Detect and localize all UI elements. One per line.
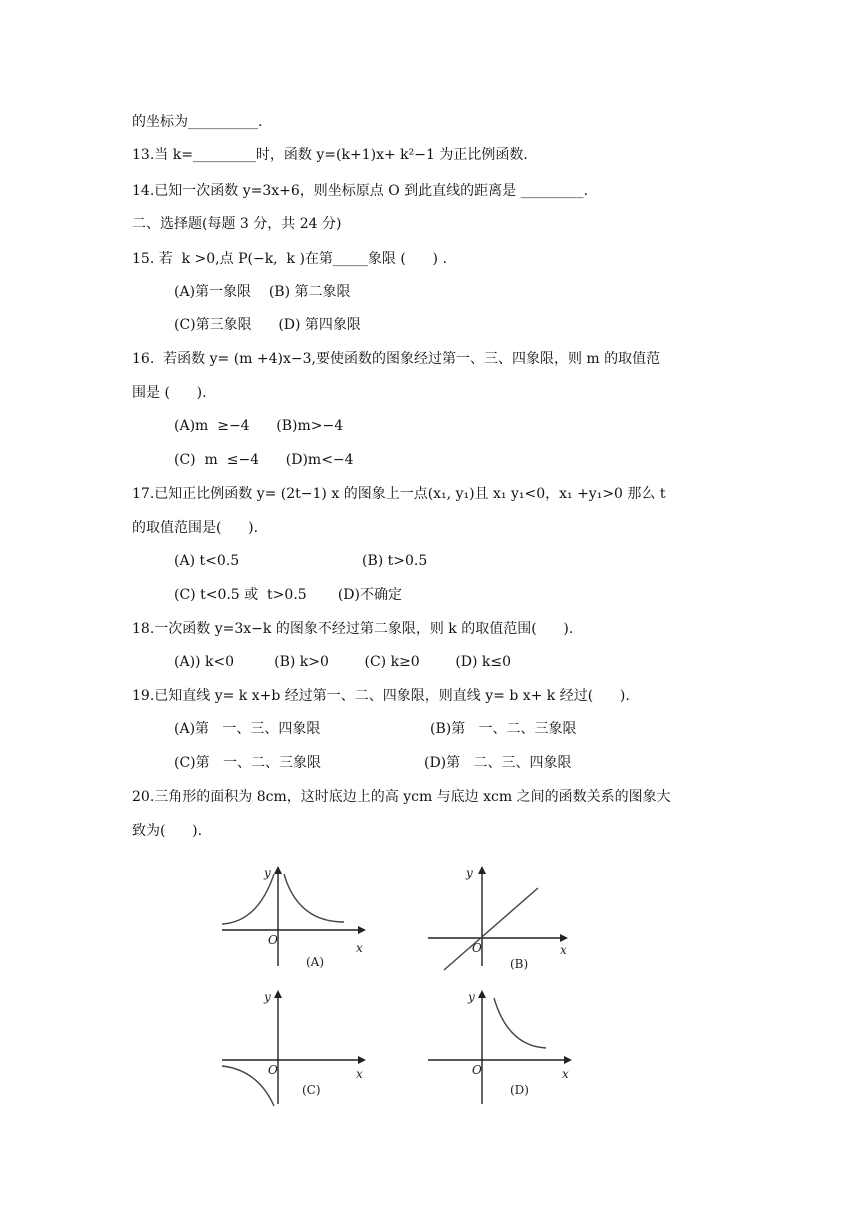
- graph-b: [424, 862, 574, 972]
- y-axis-arrow: [274, 990, 282, 998]
- x-label: x: [560, 943, 567, 957]
- origin-label: O: [268, 933, 278, 947]
- y-label: y: [264, 990, 271, 1004]
- x-axis-arrow: [358, 926, 366, 934]
- question-17-option-b: (B) t>0.5: [362, 553, 428, 569]
- text-line-prev-blank: 的坐标为__________.: [132, 114, 263, 130]
- question-20-line2: 致为( ).: [132, 823, 203, 839]
- y-label: y: [468, 990, 475, 1004]
- x-axis-arrow: [358, 1056, 366, 1064]
- question-14: 14.已知一次函数 y=3x+6，则坐标原点 O 到此直线的距离是 _________.: [132, 183, 589, 199]
- caption-a: (A): [306, 955, 325, 969]
- question-17-line2: 的取值范围是( ).: [132, 520, 259, 536]
- question-19-option-a: (A)第 一、三、四象限: [174, 721, 321, 737]
- question-15-options-cd: (C)第三象限 (D) 第四象限: [174, 317, 361, 333]
- caption-b: (B): [510, 957, 529, 971]
- question-17-options-cd: (C) t<0.5 或 t>0.5 (D)不确定: [174, 587, 402, 603]
- origin-label: O: [268, 1063, 278, 1077]
- question-17-line1: 17.已知正比例函数 y= (2t−1) x 的图象上一点(x₁, y₁)且 x₁ y₁<0，x₁ +y₁>0 那么 t: [132, 486, 666, 502]
- x-axis-arrow: [564, 1056, 572, 1064]
- y-axis-arrow: [274, 866, 282, 874]
- question-13: 13.当 k=_________时，函数 y=(k+1)x+ k²−1 为正比例函数.: [132, 147, 528, 163]
- question-16-options-cd: (C) m ≤−4 (D)m<−4: [174, 452, 354, 468]
- y-axis-arrow: [478, 990, 486, 998]
- caption-d: (D): [510, 1083, 529, 1097]
- question-16-line1: 16. 若函数 y= (m +4)x−3,要使函数的图象经过第一、三、四象限，则 m 的取值范: [132, 351, 661, 367]
- x-label: x: [356, 941, 363, 955]
- y-label: y: [264, 866, 271, 880]
- question-19-option-d: (D)第 二、三、四象限: [424, 755, 572, 771]
- origin-label: O: [472, 1063, 482, 1077]
- question-20-line1: 20.三角形的面积为 8cm，这时底边上的高 ycm 与底边 xcm 之间的函数关系的图象大: [132, 789, 671, 805]
- x-axis-arrow: [560, 934, 568, 942]
- question-16-options-ab: (A)m ≥−4 (B)m>−4: [174, 418, 344, 434]
- section-heading-multiple-choice: 二、选择题(每题 3 分，共 24 分): [132, 216, 342, 232]
- x-label: x: [356, 1067, 363, 1081]
- question-15: 15. 若 k >0,点 P(−k, k )在第_____象限 ( ) .: [132, 251, 447, 267]
- question-18-options: (A)) k<0 (B) k>0 (C) k≥0 (D) k≤0: [174, 654, 512, 670]
- graph-d: [424, 986, 574, 1108]
- curve-left-branch: [222, 874, 274, 924]
- question-19-option-b: (B)第 一、二、三象限: [430, 721, 577, 737]
- question-18: 18.一次函数 y=3x−k 的图象不经过第二象限，则 k 的取值范围( ).: [132, 621, 574, 637]
- question-17-option-a: (A) t<0.5: [174, 553, 240, 569]
- caption-c: (C): [302, 1083, 321, 1097]
- y-label: y: [466, 866, 473, 880]
- origin-label: O: [472, 941, 482, 955]
- question-19: 19.已知直线 y= k x+b 经过第一、二、四象限，则直线 y= b x+ k 经过( ).: [132, 688, 630, 704]
- x-label: x: [562, 1067, 569, 1081]
- question-19-option-c: (C)第 一、二、三象限: [174, 755, 321, 771]
- question-15-options-ab: (A)第一象限 (B) 第二象限: [174, 284, 351, 300]
- graph-a: [218, 862, 368, 972]
- curve-third-quadrant: [222, 1066, 274, 1106]
- question-16-line2: 围是 ( ).: [132, 385, 207, 401]
- curve-right-branch: [284, 874, 344, 922]
- curve-first-quadrant: [494, 998, 546, 1048]
- y-axis-arrow: [478, 866, 486, 874]
- graph-c: [218, 986, 368, 1108]
